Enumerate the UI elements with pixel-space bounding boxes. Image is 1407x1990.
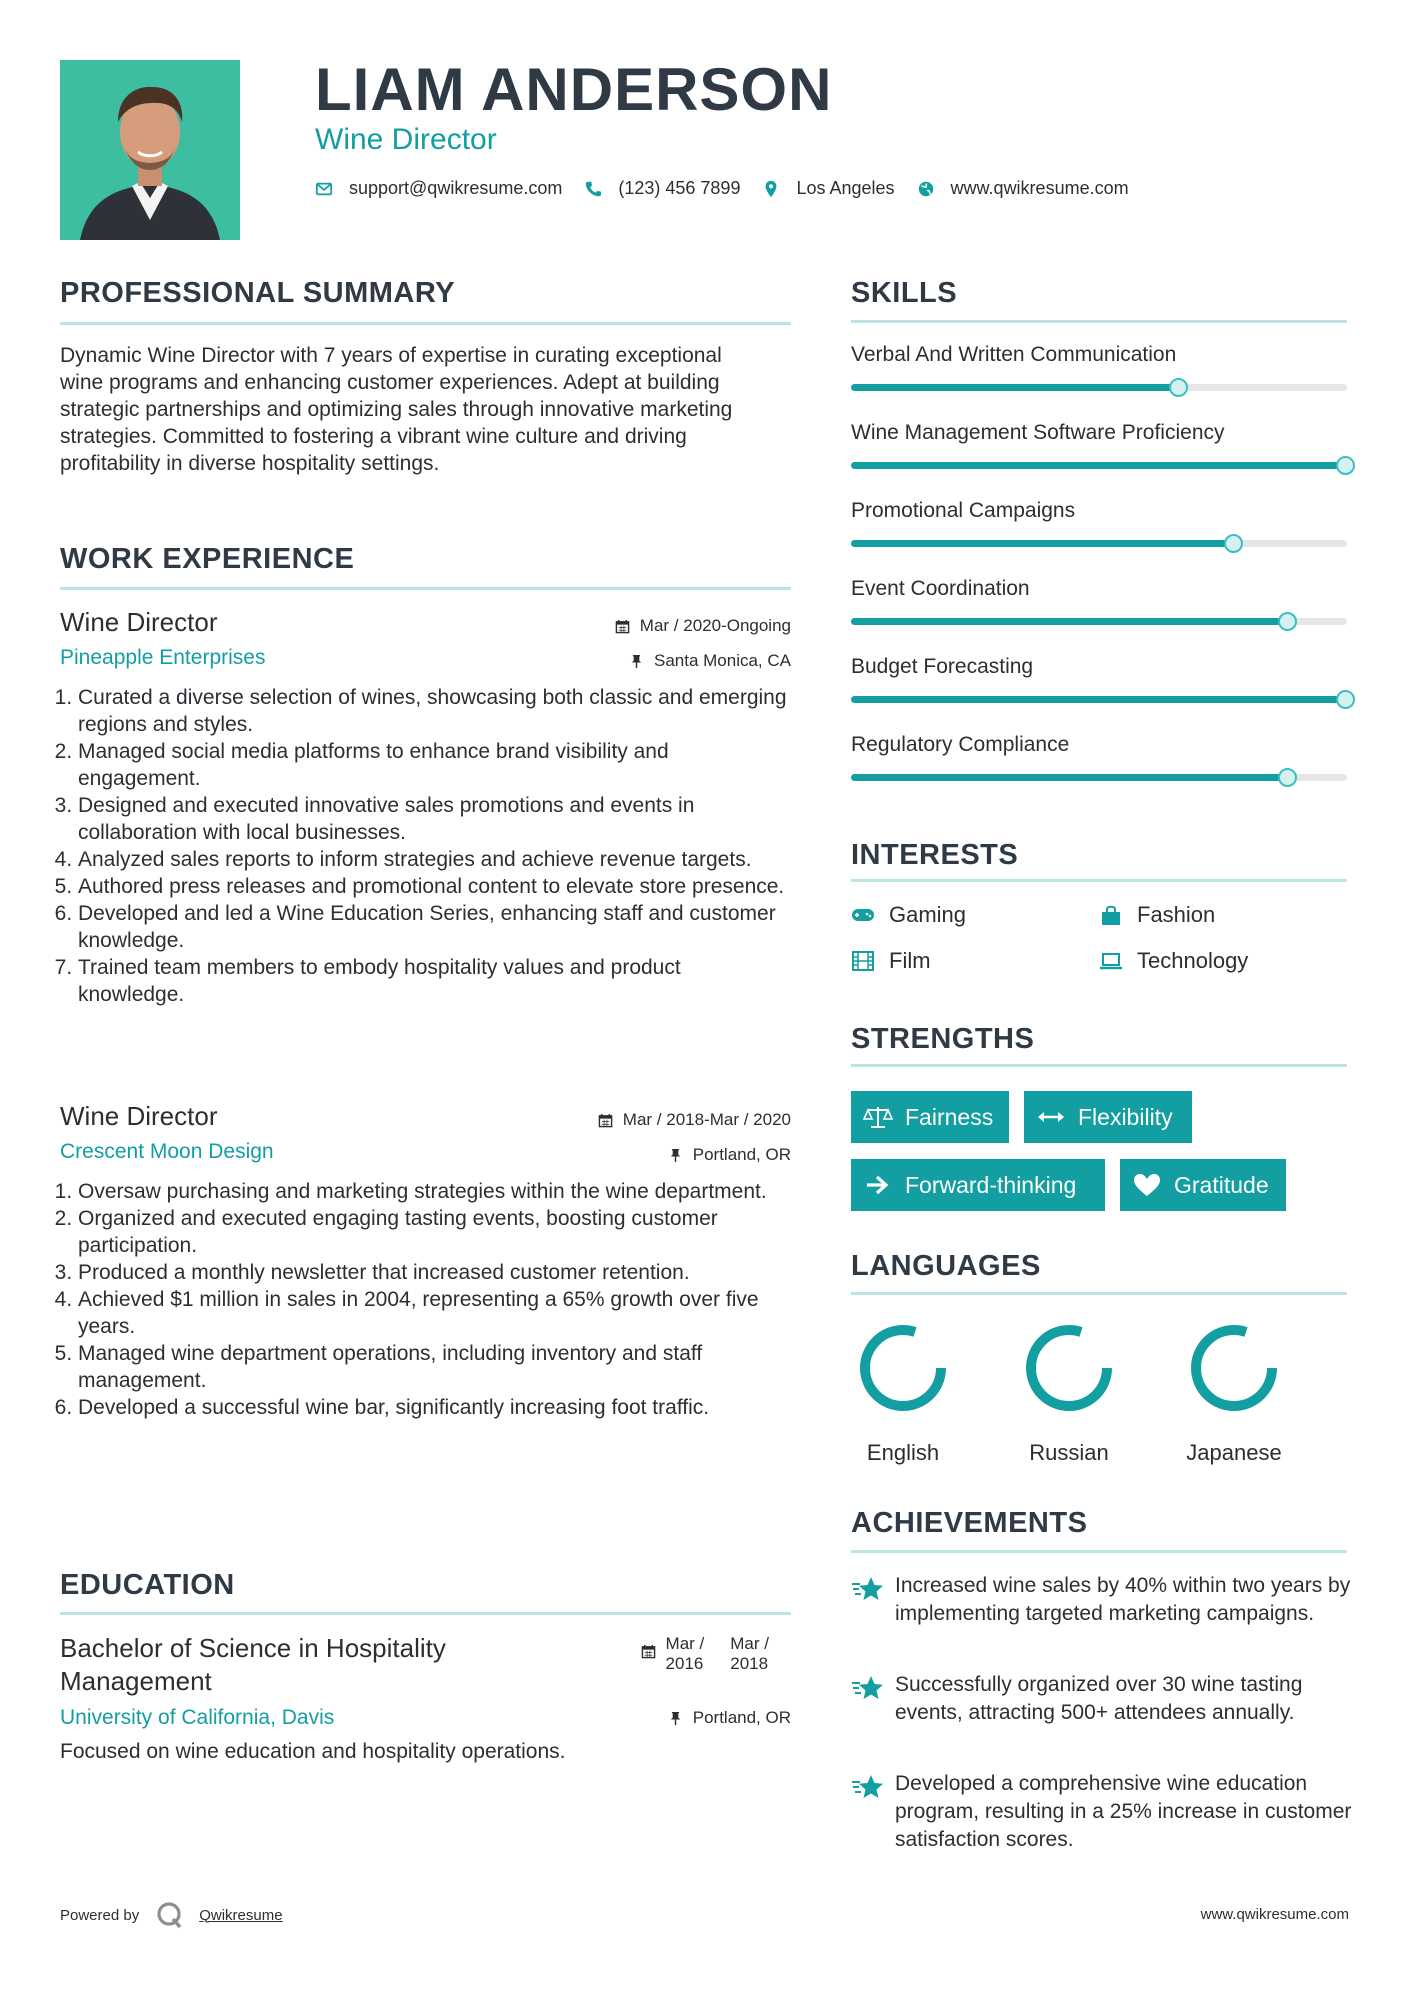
interest-label: Gaming [889,902,967,927]
skill-bar-handle [1224,534,1243,553]
pushpin-icon [629,654,644,669]
language-level-arc [1196,1330,1272,1406]
skill-bar-track [851,774,1347,781]
footer-powered-by [60,1900,283,1930]
languages-divider [851,1292,1347,1295]
job-entry-2 [60,1100,791,1421]
strength-fairness [851,1091,1009,1143]
language-level-arc [865,1330,941,1406]
skills-heading: SKILLS [851,277,958,309]
skill-bar-track [851,618,1347,625]
education-divider [60,1612,791,1615]
job-dates-text: Mar / 2018-Mar / 2020 [622,1110,791,1129]
skill-label: Wine Management Software Proficiency [851,421,1225,444]
email-icon [315,180,333,198]
job-bullet: 3. Produced a monthly newsletter that increased customer retention. [78,1259,791,1286]
contact-location [762,178,894,199]
shopping-bag-icon [1099,904,1123,926]
strength-forward-thinking [851,1159,1105,1211]
skill-bar-fill [851,618,1287,625]
candidate-name: LIAM ANDERSON [315,56,833,123]
job-bullet: 6. Developed and led a Wine Education Series, enhancing staff and customer knowledge. [78,900,791,954]
job-dates [615,616,791,636]
education-start [666,1634,705,1674]
skill-bar-handle [1169,378,1188,397]
phone-icon [584,180,602,198]
education-dates [641,1634,769,1674]
skill-bar-track [851,696,1347,703]
achievement-item [851,1572,1361,1628]
pushpin-icon [668,1711,683,1726]
education-end-month: Mar / [730,1634,769,1653]
education-end [730,1634,769,1674]
skill-label: Regulatory Compliance [851,733,1070,756]
summary-text: Dynamic Wine Director with 7 years of expertise in curating exceptional wine programs and enhancing customer experiences. Adept at building strategic partnerships and optimizing sales through innovative marketing strategies. Committed to fostering a vibrant wine culture and driving profitability in diverse hospitality settings. [60,344,733,475]
strengths-divider [851,1064,1347,1067]
interests-divider [851,879,1347,882]
achievements-heading: ACHIEVEMENTS [851,1507,1088,1539]
calendar-icon [641,1644,656,1659]
contact-website[interactable] [917,178,1129,199]
education-end-year: 2018 [730,1654,769,1673]
language-item [1174,1318,1294,1466]
contact-website-text: www.qwikresume.com [950,178,1129,198]
job-bullet: 1. Oversaw purchasing and marketing strategies within the wine department. [78,1178,791,1205]
skill-bar-handle [1336,690,1355,709]
language-label: Russian [1029,1440,1109,1465]
interest-fashion [1099,902,1215,928]
job-bullets [60,684,791,1008]
skill-bar-fill [851,384,1178,391]
skill-bar-handle [1278,612,1297,631]
skill-bar-track [851,384,1347,391]
footer-powered-label: Powered by [60,1906,140,1924]
skill-bar-handle [1336,456,1355,475]
job-location-text: Santa Monica, CA [653,651,791,670]
skill-bar-handle [1278,768,1297,787]
job-location [629,651,791,671]
language-level-ring [853,1318,953,1418]
star-badge-icon [851,1673,885,1703]
language-item [843,1318,963,1466]
globe-icon [917,180,935,198]
star-badge-icon [851,1772,885,1802]
contact-location-text: Los Angeles [796,178,895,198]
interest-label: Film [889,948,931,973]
skill-item [851,342,1351,368]
skill-item [851,576,1351,602]
strength-label: Flexibility [1078,1103,1173,1130]
skill-bar-fill [851,540,1233,547]
interest-label: Technology [1137,948,1249,973]
person-portrait-icon [60,60,240,240]
languages-heading: LANGUAGES [851,1250,1041,1282]
achievement-text: Increased wine sales by 40% within two years by implementing targeted marketing campaigns. [895,1574,1351,1625]
job-bullet: 5. Authored press releases and promotional content to elevate store presence. [78,873,791,900]
job-bullet: 2. Managed social media platforms to enhance brand visibility and engagement. [78,738,791,792]
strength-flexibility [1024,1091,1192,1143]
job-location-text: Portland, OR [692,1145,791,1164]
education-location [668,1708,791,1728]
skill-bar-track [851,540,1347,547]
strength-label: Gratitude [1174,1171,1269,1198]
profile-photo [60,60,240,240]
film-icon [851,950,875,972]
language-label: Japanese [1186,1440,1282,1465]
location-pin-icon [762,180,780,198]
candidate-title: Wine Director [315,123,497,156]
education-heading: EDUCATION [60,1569,235,1601]
job-entry-1 [60,606,791,1008]
achievement-item [851,1770,1361,1854]
skill-label: Promotional Campaigns [851,499,1076,522]
achievement-text: Developed a comprehensive wine education program, resulting in a 25% increase in customer satisfaction scores. [895,1772,1352,1851]
skill-bar-fill [851,774,1287,781]
job-bullet: 1. Curated a diverse selection of wines, showcasing both classic and emerging regions and styles. [78,684,791,738]
job-bullet: 7. Trained team members to embody hospitality values and product knowledge. [78,954,791,1008]
contact-phone[interactable] [584,178,740,199]
job-title: Wine Director [60,607,218,637]
job-bullet: 4. Analyzed sales reports to inform strategies and achieve revenue targets. [78,846,791,873]
skill-item [851,498,1351,524]
footer-brand-link[interactable]: Qwikresume [199,1906,283,1924]
language-level-arc [1031,1330,1107,1406]
balance-scale-icon [863,1104,893,1130]
job-bullet: 2. Organized and executed engaging tasting events, boosting customer participation. [78,1205,791,1259]
interests-heading: INTERESTS [851,839,1019,871]
skills-divider [851,320,1347,323]
experience-divider [60,587,791,590]
strength-label: Fairness [905,1103,994,1130]
contact-bar [315,178,1151,199]
achievement-text: Successfully organized over 30 wine tasting events, attracting 500+ attendees annually. [895,1673,1303,1724]
education-school: University of California, Davis [60,1706,335,1729]
contact-email[interactable] [315,178,562,199]
heart-icon [1132,1172,1162,1198]
calendar-icon [615,619,630,634]
education-start-month: Mar / [665,1634,705,1653]
skill-item [851,654,1351,680]
job-bullet: 6. Developed a successful wine bar, significantly increasing foot traffic. [78,1394,791,1421]
experience-heading: WORK EXPERIENCE [60,543,355,575]
achievement-item [851,1671,1361,1727]
contact-phone-text: (123) 456 7899 [618,178,741,198]
job-company: Pineapple Enterprises [60,646,266,669]
education-degree: Bachelor of Science in Hospitality Management [60,1633,446,1696]
strength-label: Forward-thinking [905,1171,1077,1198]
job-bullets [60,1178,791,1421]
contact-email-text: support@qwikresume.com [349,178,563,198]
summary-divider [60,322,791,325]
skill-label: Event Coordination [851,577,1030,600]
job-bullet: 5. Managed wine department operations, including inventory and staff management. [78,1340,791,1394]
education-location-text: Portland, OR [692,1708,791,1727]
strengths-heading: STRENGTHS [851,1023,1035,1055]
skill-bar-track [851,462,1347,469]
arrow-right-icon [863,1172,893,1198]
gamepad-icon [851,904,875,926]
summary-heading: PROFESSIONAL SUMMARY [60,277,456,309]
calendar-icon [598,1113,613,1128]
education-start-year: 2016 [665,1654,704,1673]
interest-label: Fashion [1137,902,1216,927]
footer-website[interactable]: www.qwikresume.com [1200,1906,1349,1923]
job-location [668,1145,791,1165]
language-label: English [866,1440,940,1465]
job-dates [598,1110,791,1130]
job-bullet: 3. Designed and executed innovative sales promotions and events in collaboration with local businesses. [78,792,791,846]
language-level-ring [1019,1318,1119,1418]
skill-item [851,420,1351,446]
interest-gaming [851,902,966,928]
skill-bar-fill [851,462,1347,469]
language-item [1009,1318,1129,1466]
skill-label: Verbal And Written Communication [851,343,1177,366]
arrows-horizontal-icon [1036,1104,1066,1130]
star-badge-icon [851,1574,885,1604]
achievements-divider [851,1550,1347,1553]
job-dates-text: Mar / 2020-Ongoing [639,616,791,635]
language-level-ring [1184,1318,1284,1418]
laptop-icon [1099,950,1123,972]
strength-gratitude [1120,1159,1286,1211]
job-bullet: 4. Achieved $1 million in sales in 2004, representing a 65% growth over five years. [78,1286,791,1340]
education-description: Focused on wine education and hospitality operations. [60,1740,566,1763]
interest-technology [1099,948,1248,974]
qwikresume-logo-icon [155,1900,185,1930]
interest-film [851,948,931,974]
job-title: Wine Director [60,1101,218,1131]
pushpin-icon [668,1148,683,1163]
skill-bar-fill [851,696,1347,703]
skill-item [851,732,1351,758]
skill-label: Budget Forecasting [851,655,1034,678]
job-company: Crescent Moon Design [60,1140,274,1163]
education-entry [60,1632,791,1766]
